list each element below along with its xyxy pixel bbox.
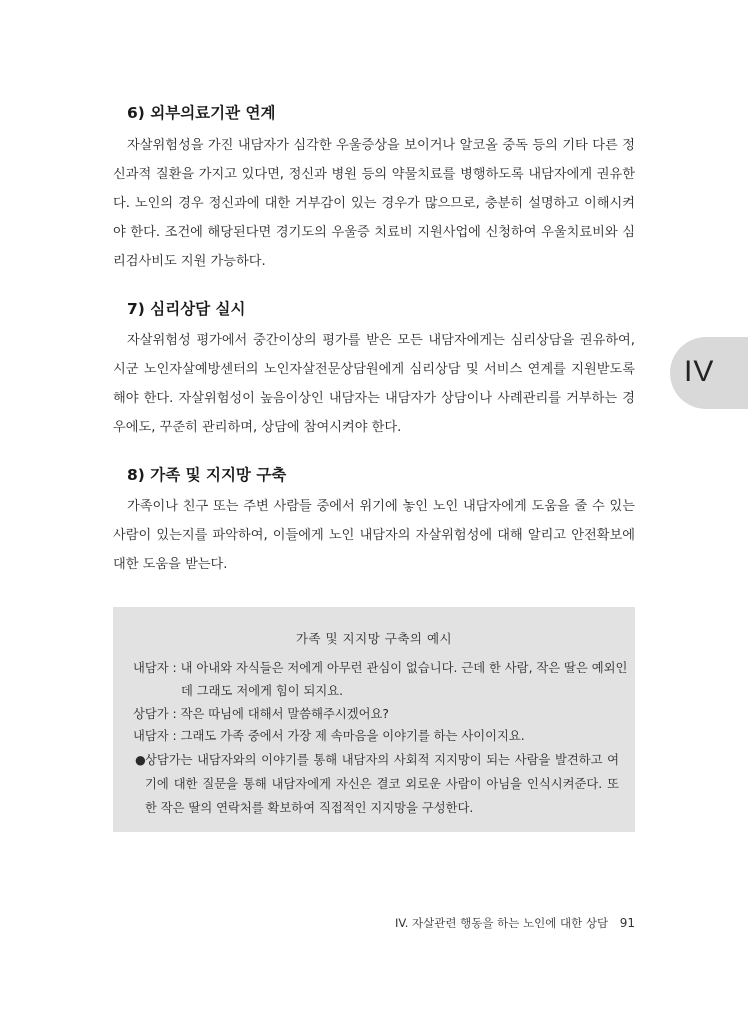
section-body-7-text: 자살위험성 평가에서 중간이상의 평가를 받은 모든 내담자에게는 심리상담을 권유하여, 시군 노인자살예방센터의 노인자살전문상담원에게 심리상담 및 서비스 연계를 지원받도록 해야 한다. 자살위험성이 높음이상인 내담자는 내담자가 상담이나 사례관리를 거부하는 경우에도, 꾸준히 관리하며, 상담에 참여시켜야 한다. (113, 333, 635, 435)
example-note-text: 상담가는 내담자와의 이야기를 통해 내담자의 사회적 지지망이 되는 사람을 발견하고 여기에 대한 질문을 통해 내담자에게 자신은 결코 외로운 사람이 아님을 인식시켜준다. 또한 작은 딸의 연락처를 확보하여 직접적인 지지망을 구성한다. (145, 753, 619, 815)
dialogue-speaker: 내담자 : (133, 729, 177, 743)
dialogue-line (133, 704, 389, 722)
page-number: 91 (619, 916, 635, 930)
example-note (135, 748, 619, 820)
dialogue-text: 내 아내와 자식들은 저에게 아무런 관심이 없습니다. 근데 한 사람, 작은 딸은 예외인 (180, 661, 628, 675)
dialogue-speaker: 상담가 : (133, 707, 177, 721)
section-title-7: 7) 심리상담 실시 (127, 300, 246, 318)
page-footer (395, 915, 635, 931)
example-box (113, 607, 635, 832)
dialogue-text: 그래도 가족 중에서 가장 제 속마음을 이야기를 하는 사이이지요. (180, 729, 525, 743)
chapter-tab-label: IV (684, 355, 715, 388)
dialogue-text: 작은 따님에 대해서 말씀해주시겠어요? (180, 707, 389, 721)
section-title-6: 6) 외부의료기관 연계 (127, 104, 276, 122)
section-body-7 (113, 326, 635, 442)
running-title: IV. 자살관련 행동을 하는 노인에 대한 상담 (394, 916, 609, 930)
dialogue-line (133, 726, 525, 744)
dialogue-continuation: 데 그래도 저에게 힘이 되지요. (181, 684, 344, 698)
chapter-tab (670, 337, 748, 409)
section-title-8: 8) 가족 및 지지망 구축 (127, 466, 287, 484)
example-box-title: 가족 및 지지망 구축의 예시 (295, 631, 453, 646)
dialogue-speaker: 내담자 : (133, 661, 177, 675)
dialogue-line (133, 658, 627, 676)
section-body-6 (113, 131, 635, 276)
section-body-8 (113, 492, 635, 579)
section-body-8-text: 가족이나 친구 또는 주변 사람들 중에서 위기에 놓인 노인 내담자에게 도움을 줄 수 있는 사람이 있는지를 파악하여, 이들에게 노인 내담자의 자살위험성에 대해 알리고 안전확보에 대한 도움을 받는다. (113, 499, 635, 572)
bullet-icon: ● (135, 753, 146, 767)
section-body-6-text: 자살위험성을 가진 내담자가 심각한 우울증상을 보이거나 알코올 중독 등의 기타 다른 정신과적 질환을 가지고 있다면, 정신과 병원 등의 약물치료를 병행하도록 내담자에게 권유한다. 노인의 경우 정신과에 대한 거부감이 있는 경우가 많으므로, 충분히 설명하고 이해시켜야 한다. 조건에 해당된다면 경기도의 우울증 치료비 지원사업에 신청하여 우울치료비와 심리검사비도 지원 가능하다. (113, 138, 635, 269)
